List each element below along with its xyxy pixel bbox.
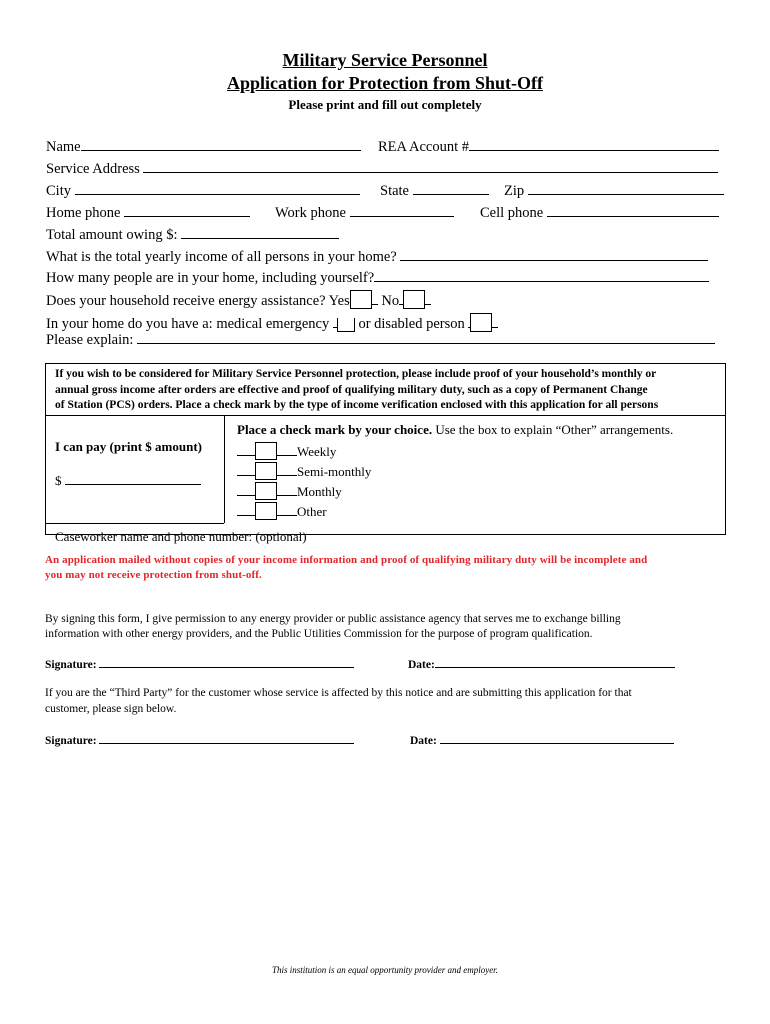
energy-no-checkbox[interactable] bbox=[403, 290, 425, 309]
signature1-row bbox=[45, 657, 354, 671]
explain-row bbox=[46, 331, 715, 349]
date1-row bbox=[408, 657, 675, 671]
date2-row bbox=[410, 733, 674, 747]
zip-field[interactable] bbox=[528, 182, 724, 195]
notice-line3: of Station (PCS) orders. Place a check mark by the type of income verification enclosed with this application for all persons bbox=[55, 399, 659, 411]
choice-instructions bbox=[237, 422, 673, 438]
city-row bbox=[46, 182, 360, 200]
state-row bbox=[380, 182, 489, 200]
date2-field[interactable] bbox=[440, 733, 674, 744]
service-address-field[interactable] bbox=[143, 160, 718, 173]
service-address-label: Service Address bbox=[46, 161, 140, 177]
work-phone-label: Work phone bbox=[275, 205, 346, 221]
date1-field[interactable] bbox=[435, 657, 675, 668]
medical-row bbox=[46, 313, 498, 333]
warning-line1: An application mailed without copies of your income information and proof of qualifying military duty will be incomplete and bbox=[45, 554, 648, 566]
choice-bold: Place a check mark by your choice. bbox=[237, 422, 433, 437]
notice-box bbox=[45, 363, 726, 416]
monthly-checkbox[interactable] bbox=[255, 482, 277, 500]
yearly-income-field[interactable] bbox=[400, 248, 708, 261]
home-phone-label: Home phone bbox=[46, 205, 121, 221]
notice-line2: annual gross income after orders are effective and proof of qualifying military duty, such as a copy of Permanent Change bbox=[55, 383, 648, 396]
i-can-pay-label: I can pay (print $ amount) bbox=[55, 439, 202, 454]
semi-monthly-label: Semi-monthly bbox=[297, 464, 372, 479]
consent-line1: By signing this form, I give permission to any energy provider or public assistance agency that serves me to exchange billing bbox=[45, 613, 621, 625]
energy-assistance-row bbox=[46, 290, 431, 310]
signature2-label: Signature: bbox=[45, 735, 97, 747]
choice-rest: Use the box to explain “Other” arrangements. bbox=[435, 422, 674, 437]
state-label: State bbox=[380, 183, 409, 199]
name-field[interactable] bbox=[81, 138, 361, 151]
footer-text: This institution is an equal opportunity provider and employer. bbox=[272, 965, 498, 975]
medical-label: In your home do you have a: medical emergency bbox=[46, 316, 330, 332]
disabled-label: or disabled person bbox=[358, 316, 465, 332]
option-weekly bbox=[237, 442, 336, 460]
rea-account-field[interactable] bbox=[469, 138, 719, 151]
yearly-income-row bbox=[46, 248, 708, 266]
yearly-income-label: What is the total yearly income of all persons in your home? bbox=[46, 249, 397, 265]
notice-line1: If you wish to be considered for Military Service Personnel protection, please include proof of your household’s monthly or bbox=[55, 368, 657, 380]
dollar-label: $ bbox=[55, 473, 62, 488]
people-count-field[interactable] bbox=[374, 269, 709, 282]
form-subtitle: Please print and fill out completely bbox=[288, 97, 482, 112]
energy-no-label: No bbox=[381, 293, 400, 309]
energy-assistance-label: Does your household receive energy assistance? Yes bbox=[46, 293, 350, 309]
signature1-label: Signature: bbox=[45, 659, 97, 671]
form-title-line1: Military Service Personnel bbox=[282, 50, 488, 70]
total-owing-field[interactable] bbox=[181, 226, 339, 239]
signature2-field[interactable] bbox=[99, 733, 354, 744]
home-phone-row bbox=[46, 204, 250, 222]
dollar-row bbox=[55, 472, 201, 489]
cell-phone-row bbox=[480, 204, 719, 222]
work-phone-field[interactable] bbox=[350, 204, 454, 217]
third-party-line2: customer, please sign below. bbox=[45, 703, 177, 715]
explain-label: Please explain: bbox=[46, 332, 134, 348]
service-address-row bbox=[46, 160, 718, 178]
monthly-label: Monthly bbox=[297, 484, 342, 499]
signature2-row bbox=[45, 733, 354, 747]
payment-divider bbox=[224, 415, 225, 523]
consent-line2: information with other energy providers, and the Public Utilities Commission for the purpose of program qualification. bbox=[45, 628, 593, 640]
weekly-label: Weekly bbox=[297, 444, 337, 459]
work-phone-row bbox=[275, 204, 454, 222]
date2-label: Date: bbox=[410, 735, 437, 747]
other-label: Other bbox=[297, 504, 327, 519]
disabled-person-checkbox[interactable] bbox=[470, 313, 492, 332]
zip-label: Zip bbox=[504, 183, 525, 199]
semi-monthly-checkbox[interactable] bbox=[255, 462, 277, 480]
payment-bottom-divider bbox=[45, 523, 224, 524]
explain-field[interactable] bbox=[137, 331, 715, 344]
rea-account-row bbox=[378, 138, 719, 156]
total-owing-label: Total amount owing $: bbox=[46, 227, 178, 243]
pay-amount-field[interactable] bbox=[65, 472, 201, 485]
warning-line2: you may not receive protection from shut-off. bbox=[45, 569, 262, 581]
people-count-label: How many people are in your home, including yourself? bbox=[46, 270, 375, 286]
option-monthly bbox=[237, 482, 342, 500]
people-count-row bbox=[46, 269, 709, 287]
caseworker-label: Caseworker name and phone number: (optional) bbox=[55, 529, 307, 544]
cell-phone-label: Cell phone bbox=[480, 205, 544, 221]
total-owing-row bbox=[46, 226, 339, 244]
name-row bbox=[46, 138, 361, 156]
form-title-line2: Application for Protection from Shut-Off bbox=[227, 73, 543, 93]
option-semi-monthly bbox=[237, 462, 371, 480]
option-other bbox=[237, 502, 327, 520]
other-checkbox[interactable] bbox=[255, 502, 277, 520]
city-label: City bbox=[46, 183, 71, 199]
third-party-line1: If you are the “Third Party” for the customer whose service is affected by this notice and are submitting this application for that bbox=[45, 687, 632, 699]
zip-row bbox=[504, 182, 724, 200]
name-label: Name bbox=[46, 139, 81, 155]
city-field[interactable] bbox=[75, 182, 360, 195]
home-phone-field[interactable] bbox=[124, 204, 250, 217]
medical-emergency-checkbox[interactable] bbox=[337, 318, 355, 332]
state-field[interactable] bbox=[413, 182, 489, 195]
date1-label: Date: bbox=[408, 659, 435, 671]
energy-yes-checkbox[interactable] bbox=[350, 290, 372, 309]
cell-phone-field[interactable] bbox=[547, 204, 719, 217]
signature1-field[interactable] bbox=[99, 657, 354, 668]
rea-account-label: REA Account # bbox=[378, 139, 470, 155]
weekly-checkbox[interactable] bbox=[255, 442, 277, 460]
